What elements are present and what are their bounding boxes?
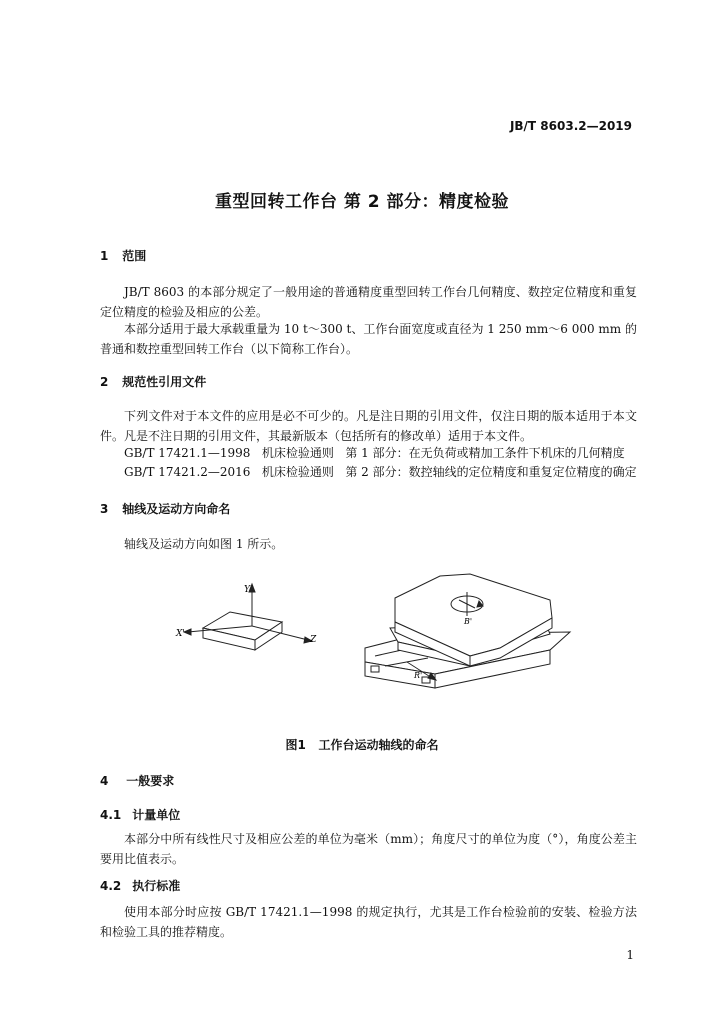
reference-item-1: GB/T 17421.1—1998 机床检验通则 第 1 部分：在无负荷或精加工条件下机床的几何精度 (124, 446, 625, 460)
section-number: 4 (100, 774, 109, 788)
standard-paragraph: 使用本部分时应按 GB/T 17421.1—1998 的规定执行，尤其是工作台检验前的安装、检验方法和检验工具的推荐精度。 (100, 905, 637, 939)
section-title: 执行标准 (132, 879, 181, 893)
document-number: JB/T 8603.2—2019 (509, 119, 632, 133)
reference-item-2: GB/T 17421.2—2016 机床检验通则 第 2 部分：数控轴线的定位精度和重复定位精度的确定 (124, 465, 637, 479)
section-3-heading (100, 500, 230, 518)
r-axis-label: R' (414, 671, 423, 680)
references-paragraph: 下列文件对于本文件的应用是必不可少的。凡是注日期的引用文件，仅注日期的版本适用于本文件。凡是不注日期的引用文件，其最新版本（包括所有的修改单）适用于本文件。 (100, 409, 637, 443)
section-title: 范围 (122, 249, 147, 263)
axes-paragraph: 轴线及运动方向如图 1 所示。 (124, 537, 284, 551)
section-number: 3 (100, 502, 109, 516)
rotary-table-diagram (365, 574, 570, 688)
section-number: 2 (100, 375, 109, 389)
section-title: 计量单位 (132, 808, 181, 822)
section-4-heading (100, 772, 174, 790)
section-4-2-heading (100, 877, 180, 895)
axes-figure (170, 570, 600, 720)
page-title: 重型回转工作台 第 2 部分：精度检验 (214, 192, 510, 212)
section-4-1-heading (100, 806, 180, 824)
y-axis-label: Y (244, 585, 250, 595)
section-number: 4.2 (100, 879, 122, 893)
section-2-heading (100, 373, 206, 391)
figure-caption (0, 736, 724, 754)
z-axis-label: Z (310, 635, 317, 645)
section-1-heading (100, 247, 146, 265)
section-number: 1 (100, 249, 109, 263)
section-title: 一般要求 (126, 774, 175, 788)
b-axis-label: B' (464, 617, 473, 626)
page-number: 1 (626, 948, 634, 962)
figure-number: 图1 (285, 738, 306, 752)
x-axis-label: X' (176, 629, 185, 639)
units-paragraph: 本部分中所有线性尺寸及相应公差的单位为毫米（mm）；角度尺寸的单位为度（°），角度公差主要用比值表示。 (100, 832, 637, 866)
figure-title: 工作台运动轴线的命名 (318, 738, 439, 752)
scope-paragraph-2: 本部分适用于最大承载重量为 10 t～300 t、工作台面宽度或直径为 1 250 mm～6 000 mm 的普通和数控重型回转工作台（以下简称工作台）。 (100, 322, 637, 356)
section-number: 4.1 (100, 808, 122, 822)
section-title: 规范性引用文件 (122, 375, 207, 389)
scope-paragraph-1: JB/T 8603 的本部分规定了一般用途的普通精度重型回转工作台几何精度、数控定位精度和重复定位精度的检验及相应的公差。 (100, 285, 637, 319)
section-title: 轴线及运动方向命名 (122, 502, 231, 516)
